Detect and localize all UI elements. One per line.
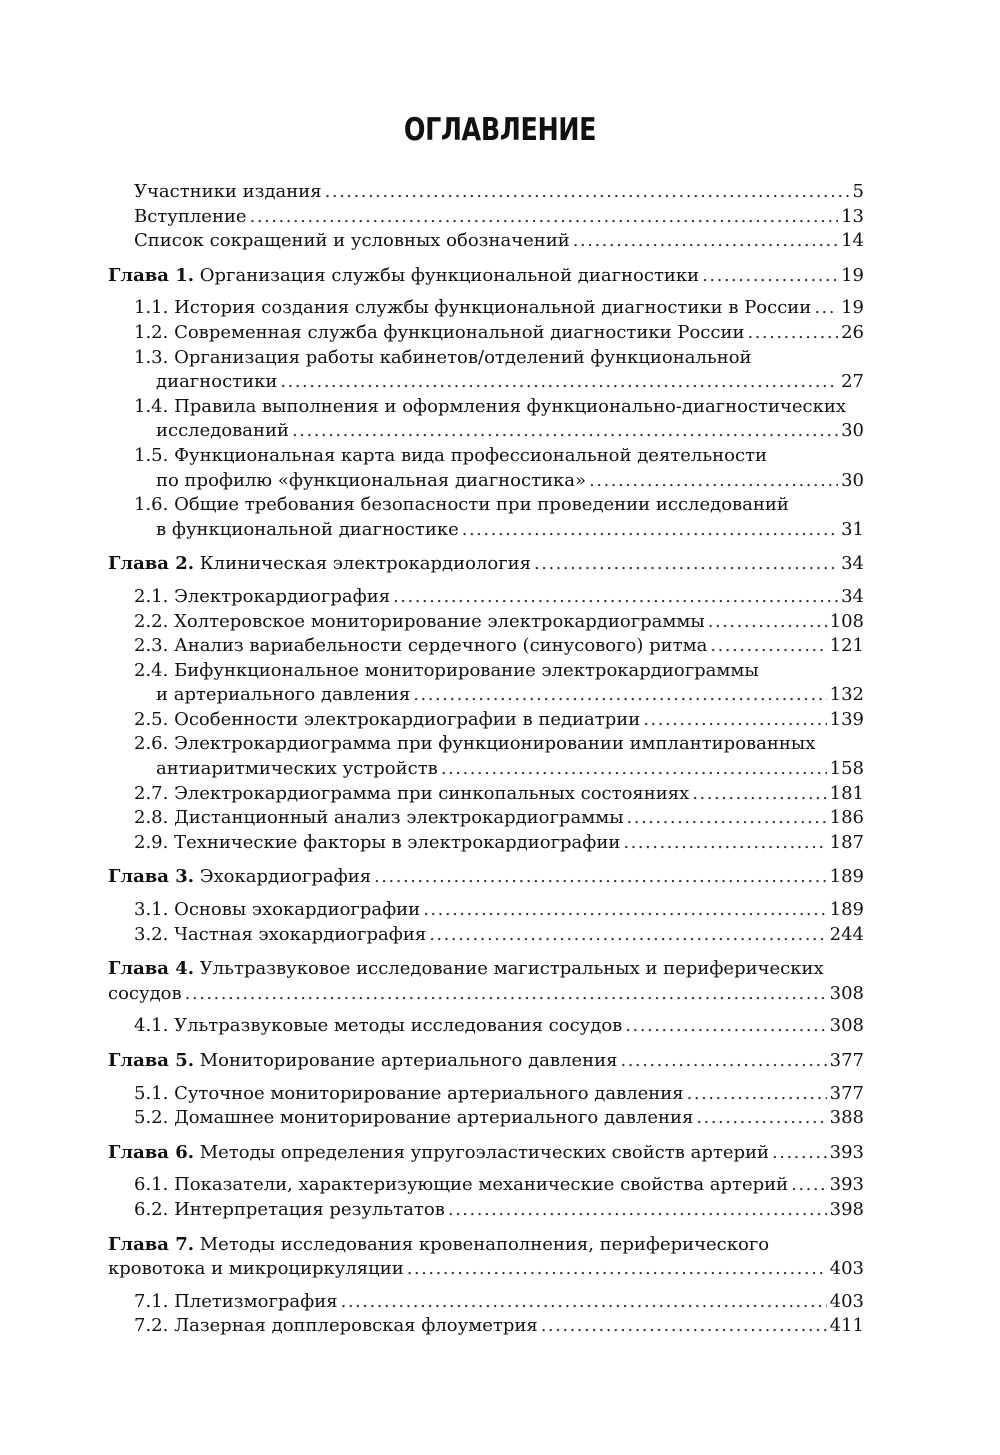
- section-entry: [108, 659, 864, 708]
- section-entry: [108, 610, 864, 635]
- page-number: 308: [829, 982, 864, 1004]
- entry-title: 4.1. Ультразвуковые методы исследования сосудов: [134, 1015, 623, 1037]
- dot-leader: [791, 1173, 826, 1198]
- dot-leader: [441, 757, 827, 782]
- page-number: 388: [829, 1107, 864, 1129]
- entry-title: кровотока и микроциркуляции: [108, 1258, 404, 1280]
- toc-entry-row: [134, 831, 864, 856]
- toc-entry-row: [108, 205, 864, 230]
- entry-title: Участники издания: [134, 181, 322, 202]
- chapter-label: Глава 6.: [108, 1141, 195, 1163]
- dot-leader: [423, 898, 826, 923]
- entry-title: 7.2. Лазерная допплеровская флоуметрия: [134, 1315, 538, 1337]
- chapter-gap: [108, 254, 864, 264]
- entry-title: 2.2. Холтеровское мониторирование электрокардиограммы: [134, 610, 705, 632]
- entry-title: 5.1. Суточное мониторирование артериального давления: [134, 1082, 684, 1104]
- chapter-label: Глава 1.: [108, 264, 195, 286]
- entry-title: Глава 1. Организация службы функциональной диагностики: [108, 264, 700, 286]
- chapter-gap: [108, 947, 864, 957]
- toc-entry-row: [134, 782, 864, 807]
- toc-entry-row: [134, 683, 864, 708]
- page-number: 189: [829, 866, 864, 888]
- chapter-label: Глава 7.: [108, 1233, 195, 1255]
- chapter-spacer: [108, 890, 864, 898]
- section-entry: [108, 1314, 864, 1339]
- chapter-heading: [108, 264, 864, 289]
- dot-leader: [643, 708, 826, 733]
- page-number: 30: [841, 469, 864, 491]
- entry-title-line: 1.6. Общие требования безопасности при проведении исследований: [134, 494, 789, 516]
- entry-title: исследований: [156, 420, 290, 442]
- entry-title: Глава 3. Эхокардиография: [108, 866, 372, 888]
- section-entry: [108, 1082, 864, 1107]
- entry-title: 3.1. Основы эхокардиографии: [134, 899, 421, 921]
- toc-entry-row: [134, 585, 864, 610]
- chapter-spacer: [108, 1074, 864, 1082]
- page-number: 139: [829, 708, 864, 730]
- toc-entry-row: [134, 1173, 864, 1198]
- page-title: ОГЛАВЛЕНИЕ: [403, 112, 597, 148]
- section-entry: [108, 806, 864, 831]
- page-number: 411: [829, 1315, 864, 1337]
- toc-entry-row: [108, 552, 864, 577]
- entry-title: Глава 5. Мониторирование артериального давления: [108, 1050, 618, 1071]
- page-number: 187: [829, 831, 864, 853]
- entry-title-line: 2.4. Бифункциональное мониторирование электрокардиограммы: [134, 659, 759, 681]
- dot-leader: [589, 469, 838, 494]
- entry-title-line: 1.5. Функциональная карта вида профессиональной деятельности: [134, 444, 768, 466]
- section-entry: [108, 708, 864, 733]
- page-number: 186: [829, 807, 864, 829]
- entry-title: 2.3. Анализ вариабельности сердечного (синусового) ритма: [134, 635, 708, 657]
- entry-title: по профилю «функциональная диагностика»: [156, 469, 587, 491]
- entry-title: диагностики: [156, 371, 278, 393]
- toc-entry-row: [134, 1082, 864, 1107]
- section-entry: [108, 395, 864, 444]
- dot-leader: [702, 264, 838, 289]
- entry-title-line: Глава 4. Ультразвуковое исследование магистральных и периферических: [108, 958, 824, 980]
- dot-leader: [393, 585, 838, 610]
- page-number: 158: [829, 758, 864, 780]
- section-entry: [108, 1014, 864, 1039]
- toc-entry-row: [134, 1290, 864, 1315]
- toc-entry-row: [134, 634, 864, 659]
- toc-entry-row: [108, 865, 864, 890]
- page-number: 5: [852, 181, 864, 202]
- dot-leader: [534, 552, 838, 577]
- entry-title: 2.9. Технические факторы в электрокардиографии: [134, 831, 621, 853]
- dot-leader: [462, 518, 838, 543]
- entry-title: 2.8. Дистанционный анализ электрокардиограммы: [134, 807, 624, 829]
- toc-entry-row: [134, 296, 864, 321]
- dot-leader: [627, 806, 827, 831]
- page-number: 181: [829, 782, 864, 804]
- dot-leader: [448, 1198, 827, 1223]
- toc-entry-row: [134, 1198, 864, 1223]
- dot-leader: [541, 1314, 827, 1339]
- dot-leader: [696, 1106, 826, 1131]
- entry-title: 2.5. Особенности электрокардиографии в педиатрии: [134, 708, 641, 730]
- toc-entry-row: [108, 229, 864, 254]
- entry-title: 1.1. История создания службы функциональной диагностики в России: [134, 297, 812, 319]
- page-number: 14: [841, 230, 864, 252]
- table-of-contents: [108, 180, 864, 1339]
- section-entry: [108, 782, 864, 807]
- chapter-gap: [108, 542, 864, 552]
- entry-title: 6.2. Интерпретация результатов: [134, 1198, 445, 1220]
- chapter-heading: [108, 1233, 864, 1282]
- chapter-spacer: [108, 1006, 864, 1014]
- section-entry: [108, 831, 864, 856]
- toc-entry-row: [134, 518, 864, 543]
- chapter-label: Глава 5.: [108, 1050, 195, 1071]
- section-entry: [108, 493, 864, 542]
- page-number: 398: [829, 1198, 864, 1220]
- section-entry: [108, 1290, 864, 1315]
- section-entry: [108, 1198, 864, 1223]
- dot-leader: [292, 419, 838, 444]
- dot-leader: [625, 1014, 826, 1039]
- section-entry: [108, 634, 864, 659]
- toc-entry-row: [134, 898, 864, 923]
- section-entry: [108, 1173, 864, 1198]
- toc-entry-row: [134, 1106, 864, 1131]
- page-number: 308: [829, 1015, 864, 1037]
- dot-leader: [620, 1049, 826, 1074]
- page-number: 189: [829, 899, 864, 921]
- chapter-spacer: [108, 577, 864, 585]
- section-entry: [108, 346, 864, 395]
- toc-entry-row: [134, 419, 864, 444]
- section-entry: [108, 585, 864, 610]
- chapter-spacer: [108, 1165, 864, 1173]
- chapter-gap: [108, 1223, 864, 1233]
- section-entry: [108, 321, 864, 346]
- chapter-heading: [108, 865, 864, 890]
- dot-leader: [374, 865, 827, 890]
- chapter-heading: [108, 1141, 864, 1166]
- page-number: 19: [841, 297, 864, 319]
- entry-title: 2.1. Электрокардиография: [134, 585, 391, 607]
- toc-entry-row: [134, 1014, 864, 1039]
- section-entry: [108, 1106, 864, 1131]
- dot-leader: [747, 321, 838, 346]
- entry-title: 2.7. Электрокардиограмма при синкопальных состояниях: [134, 782, 690, 804]
- toc-entry-row: [108, 264, 864, 289]
- entry-title: 3.2. Частная эхокардиография: [134, 923, 427, 945]
- page-number: 27: [841, 371, 864, 393]
- entry-title: Список сокращений и условных обозначений: [134, 230, 570, 252]
- page-number: 393: [829, 1174, 864, 1196]
- entry-title: и артериального давления: [156, 684, 411, 706]
- page-number: 34: [841, 585, 864, 607]
- entry-title: 5.2. Домашнее мониторирование артериального давления: [134, 1107, 694, 1129]
- toc-entry-row: [108, 1049, 864, 1074]
- dot-leader: [623, 831, 826, 856]
- chapter-label: Глава 2.: [108, 553, 195, 575]
- entry-title: 6.1. Показатели, характеризующие механические свойства артерий: [134, 1174, 789, 1196]
- section-entry: [108, 923, 864, 948]
- dot-leader: [407, 1257, 827, 1282]
- dot-leader: [280, 370, 838, 395]
- section-entry: [108, 898, 864, 923]
- toc-entry-row: [108, 180, 864, 205]
- section-entry: [108, 296, 864, 321]
- entry-title: Вступление: [134, 205, 247, 227]
- dot-leader: [772, 1141, 827, 1166]
- entry-title: в функциональной диагностике: [156, 518, 459, 540]
- chapter-spacer: [108, 1282, 864, 1290]
- page-number: 132: [829, 684, 864, 706]
- toc-entry-row: [108, 1141, 864, 1166]
- page-number: 377: [829, 1050, 864, 1071]
- toc-entry-row: [108, 982, 864, 1007]
- page-number: 13: [841, 205, 864, 227]
- dot-leader: [341, 1290, 827, 1315]
- section-entry: [108, 444, 864, 493]
- toc-entry-row: [134, 923, 864, 948]
- toc-entry-row: [134, 469, 864, 494]
- entry-title: антиаритмических устройств: [156, 758, 438, 780]
- chapter-gap: [108, 855, 864, 865]
- toc-entry-row: [134, 321, 864, 346]
- toc-entry-row: [134, 708, 864, 733]
- chapter-heading: [108, 957, 864, 1006]
- dot-leader: [250, 205, 839, 230]
- page-number: 19: [841, 264, 864, 286]
- chapter-spacer: [108, 288, 864, 296]
- page-number: 26: [841, 321, 864, 343]
- dot-leader: [710, 634, 826, 659]
- page-number: 108: [829, 610, 864, 632]
- dot-leader: [185, 982, 827, 1007]
- toc-entry-row: [134, 610, 864, 635]
- page-number: 244: [829, 923, 864, 945]
- dot-leader: [692, 782, 826, 807]
- section-entry: [108, 732, 864, 781]
- page-number: 393: [829, 1141, 864, 1163]
- entry-title: 7.1. Плетизмография: [134, 1290, 338, 1312]
- chapter-gap: [108, 1131, 864, 1141]
- toc-entry-row: [134, 370, 864, 395]
- dot-leader: [687, 1082, 827, 1107]
- toc-entry-row: [134, 1314, 864, 1339]
- toc-entry-row: [108, 1257, 864, 1282]
- page-number: 403: [829, 1290, 864, 1312]
- chapter-label: Глава 3.: [108, 866, 195, 888]
- entry-title: Глава 2. Клиническая электрокардиология: [108, 553, 532, 575]
- chapter-label: Глава 4.: [108, 958, 195, 980]
- dot-leader: [814, 296, 838, 321]
- page-number: 377: [829, 1082, 864, 1104]
- entry-title-line: 1.4. Правила выполнения и оформления функционально-диагностических: [134, 395, 847, 417]
- entry-title-line: 1.3. Организация работы кабинетов/отделений функциональной: [134, 346, 752, 368]
- page-number: 34: [841, 553, 864, 575]
- toc-entry-row: [134, 806, 864, 831]
- dot-leader: [708, 610, 827, 635]
- chapter-heading: [108, 552, 864, 577]
- entry-title: сосудов: [108, 982, 182, 1004]
- chapter-heading: [108, 1049, 864, 1074]
- page-number: 30: [841, 420, 864, 442]
- entry-title-line: 2.6. Электрокардиограмма при функционировании имплантированных: [134, 733, 816, 755]
- entry-title: 1.2. Современная служба функциональной диагностики России: [134, 321, 745, 343]
- dot-leader: [573, 229, 838, 254]
- dot-leader: [429, 923, 826, 948]
- chapter-gap: [108, 1039, 864, 1049]
- dot-leader: [325, 180, 850, 205]
- dot-leader: [413, 683, 826, 708]
- page-number: 31: [841, 518, 864, 540]
- entry-title: Глава 6. Методы определения упругоэластических свойств артерий: [108, 1141, 769, 1163]
- toc-entry-row: [134, 757, 864, 782]
- page-number: 121: [829, 635, 864, 657]
- entry-title-line: Глава 7. Методы исследования кровенаполнения, периферического: [108, 1233, 770, 1255]
- page-number: 403: [829, 1258, 864, 1280]
